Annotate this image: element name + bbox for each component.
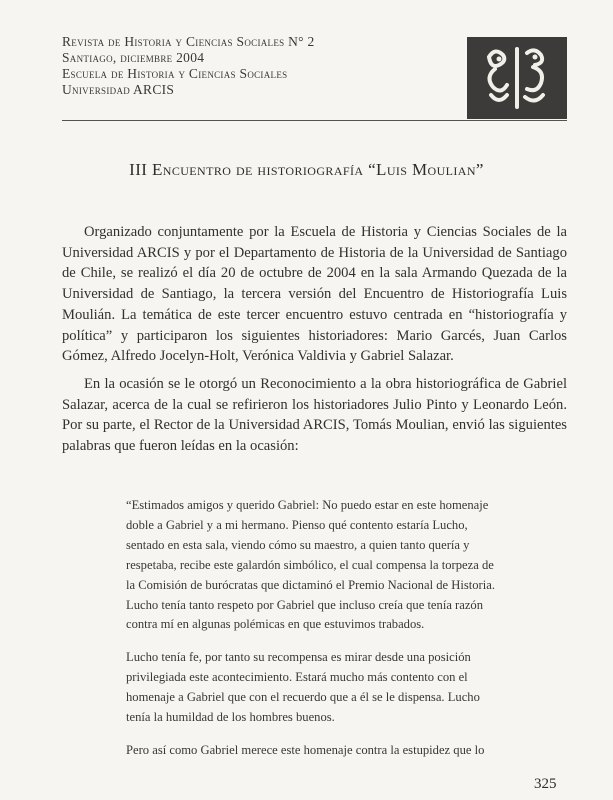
quoted-letter — [126, 496, 498, 761]
quote-paragraph: Pero así como Gabriel merece este homenaje contra la estupidez que lo — [126, 742, 485, 757]
quote-paragraph: Lucho tenía fe, por tanto su recompensa es mirar desde una posición privilegiada este acontecimiento. Estará mucho más contento con el homenaje a Gabriel que con el recuerdo que a él se le dispensa. Lucho tenía la humildad de los hombres buenos. — [126, 650, 480, 725]
journal-header — [62, 34, 462, 98]
header-divider — [62, 120, 567, 121]
article-body — [62, 222, 567, 457]
bird-glyph-icon — [467, 37, 567, 119]
page-number: 325 — [534, 776, 557, 792]
journal-logo — [467, 37, 567, 119]
quote-paragraph: “Estimados amigos y querido Gabriel: No puedo estar en este homenaje doble a Gabriel y a mi hermano. Pienso qué contento estaría Lucho, sentado en esta sala, viendo cómo su maestro, a quien tanto quería y respetaba, recibe este galardón simbólico, el cual compensa la torpeza de la Comisión de burócratas que dictaminó el Premio Nacional de Historia. Lucho tenía tanto respeto por Gabriel que incluso creía que tenía razón contra mí en algunas polémicas en que estuvimos trabados. — [126, 498, 495, 632]
school-name: Escuela de Historia y Ciencias Sociales — [62, 66, 288, 81]
publication-date: Santiago, diciembre 2004 — [62, 50, 205, 65]
body-paragraph: En la ocasión se le otorgó un Reconocimiento a la obra historiográfica de Gabriel Salazar, acerca de la cual se refirieron los historiadores Julio Pinto y Leonardo León. Por su parte, el Rector de la Universidad ARCIS, Tomás Moulian, envió las siguientes palabras que fueron leídas en la ocasión: — [62, 375, 567, 455]
body-paragraph: Organizado conjuntamente por la Escuela de Historia y Ciencias Sociales de la Universidad ARCIS y por el Departamento de Historia de la Universidad de Santiago de Chile, se realizó el día 20 de octubre de 2004 en la sala Armando Quezada de la Universidad de Santiago, la tercera versión del Encuentro de Historiografía Luis Moulián. La temática de este tercer encuentro estuvo centrada en “historiografía y política” y participaron los siguientes historiadores: Mario Garcés, Juan Carlos Gómez, Alfredo Jocelyn-Holt, Verónica Valdivia y Gabriel Salazar. — [62, 224, 567, 365]
journal-title: Revista de Historia y Ciencias Sociales N° 2 — [62, 34, 315, 49]
university-name: Universidad ARCIS — [62, 82, 175, 97]
article-title: III Encuentro de historiografía “Luis Moulian” — [129, 160, 484, 179]
